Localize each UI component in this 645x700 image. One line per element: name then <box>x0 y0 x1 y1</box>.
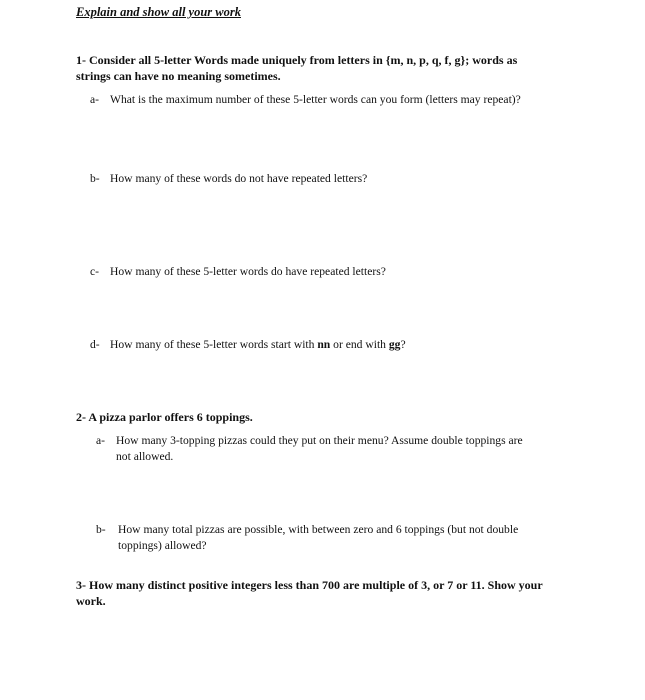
question-2-title: 2- A pizza parlor offers 6 toppings. <box>76 410 253 424</box>
question-1b <box>90 171 367 187</box>
question-3-line-1: 3- How many distinct positive integers less than 700 are multiple of 3, or 7 or 11. Show your <box>76 578 543 592</box>
question-1d-text-after: ? <box>400 338 406 351</box>
question-1d-text-mid: or end with <box>330 338 389 351</box>
question-2b <box>96 522 566 554</box>
question-1b-text: How many of these words do not have repeated letters? <box>110 172 368 185</box>
question-1d <box>90 337 406 353</box>
question-1d-text-before: How many of these 5-letter words start with <box>110 338 318 351</box>
question-1a-marker: a- <box>90 93 100 106</box>
question-1d-bold-nn: nn <box>317 338 331 351</box>
question-1c-text: How many of these 5-letter words do have repeated letters? <box>110 265 386 278</box>
question-2b-marker: b- <box>96 523 106 536</box>
question-1a-text: What is the maximum number of these 5-letter words can you form (letters may repeat)? <box>110 93 521 106</box>
question-2a-line-2: not allowed. <box>116 450 174 463</box>
question-1a <box>90 92 521 108</box>
question-2a-line-1: How many 3-topping pizzas could they put on their menu? Assume double toppings are <box>116 434 523 447</box>
question-1-line-2: strings can have no meaning sometimes. <box>76 69 281 83</box>
question-3-line-2: work. <box>76 594 106 608</box>
question-1c <box>90 264 386 280</box>
question-1d-bold-gg: gg <box>388 338 401 351</box>
question-1-line-1: 1- Consider all 5-letter Words made uniquely from letters in {m, n, p, q, f, g}; words as <box>76 53 518 67</box>
question-2b-line-1: How many total pizzas are possible, with between zero and 6 toppings (but not double <box>118 523 519 536</box>
question-2b-line-2: toppings) allowed? <box>118 539 207 552</box>
question-1c-marker: c- <box>90 265 100 278</box>
question-2a-marker: a- <box>96 434 106 447</box>
question-1d-marker: d- <box>90 338 100 351</box>
question-2a <box>96 433 566 465</box>
instructions-heading: Explain and show all your work <box>76 5 241 19</box>
question-1b-marker: b- <box>90 172 100 185</box>
